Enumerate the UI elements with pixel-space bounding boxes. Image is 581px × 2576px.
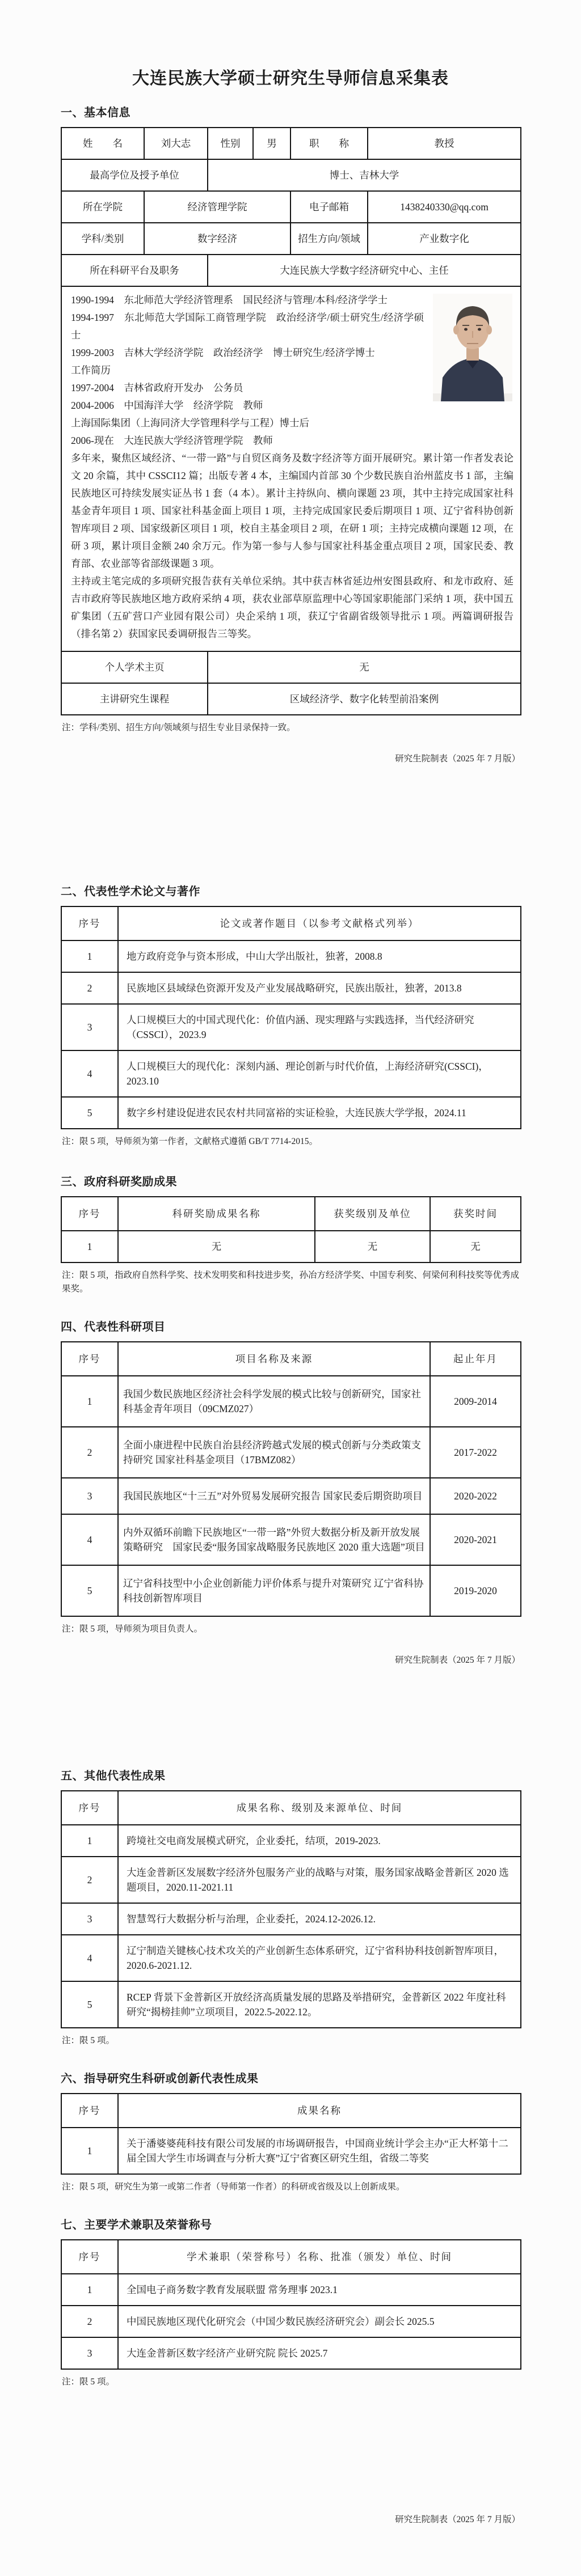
form-stamp: 研究生院制表（2025 年 7 月版） [395, 2515, 520, 2524]
row-period: 2017-2022 [430, 1427, 521, 1478]
section-note: 注：限 5 项，指政府自然科学奖、技术发明奖和科技进步奖，孙冶方经济学奖、中国专利奖、何梁何利科技奖等优秀成果奖。 [62, 1270, 520, 1294]
degree-label: 最高学位及授予单位 [61, 159, 208, 191]
papers-table [61, 906, 521, 1129]
row-name: 辽宁省科技型中小企业创新能力评价体系与提升对策研究 辽宁省科协科技创新智库项目 [118, 1565, 430, 1616]
table-row [61, 972, 521, 1004]
degree-value: 博士、吉林大学 [208, 159, 521, 191]
section-heading-others: 五、其他代表性成果 [61, 1770, 166, 1782]
resume-cell [61, 286, 521, 651]
resume-line: 1999-2003 吉林大学经济学院 政治经济学 博士研究生/经济学博士 [71, 347, 375, 358]
direction-value: 产业数字化 [368, 223, 521, 255]
row-title: 民族地区县域绿色资源开发及产业发展战略研究，民族出版社，独著，2013.8 [118, 972, 521, 1004]
section-heading-academic-titles: 七、主要学术兼职及荣誉称号 [61, 2219, 212, 2231]
table-row [61, 1231, 521, 1262]
table-row [61, 1981, 521, 2028]
section-note: 注：限 5 项，导师须为第一作者，文献格式遵循 GB/T 7714-2015。 [62, 1137, 318, 1146]
student-achievements-table [61, 2093, 521, 2175]
section-note: 注：限 5 项，研究生为第一或第二作者（导师第一作者）的科研或省级及以上创新成果。 [62, 2182, 405, 2192]
gender-value: 男 [253, 128, 290, 159]
college-label: 所在学院 [61, 191, 144, 223]
table-row [61, 1903, 521, 1935]
col-name: 项目名称及来源 [118, 1342, 430, 1376]
name-value: 刘大志 [144, 128, 208, 159]
col-no: 序号 [61, 906, 118, 940]
table-row [61, 223, 521, 255]
platform-label: 所在科研平台及职务 [61, 255, 208, 286]
table-row [61, 1004, 521, 1050]
table-row [61, 1565, 521, 1616]
row-name: 我国民族地区“十三五”对外贸易发展研究报告 国家民委后期资助项目 [118, 1478, 430, 1514]
table-row [61, 1427, 521, 1478]
row-no: 1 [61, 2274, 118, 2306]
row-name: 大连金普新区发展数字经济外包服务产业的战略与对策，服务国家战略金普新区 2020 选题项目，2020.11-2021.11 [118, 1857, 521, 1903]
row-name: 全面小康进程中民族自治县经济跨越式发展的模式创新与分类政策支持研究 国家社科基金项目（17BMZ082） [118, 1427, 430, 1478]
row-no: 1 [61, 1825, 118, 1857]
table-row [61, 1857, 521, 1903]
resume-line: 1994-1997 东北师范大学国际工商管理学院 政治经济学/硕士研究生/经济学硕士 [71, 312, 424, 341]
row-name: 我国少数民族地区经济社会科学发展的模式比较与创新研究，国家社科基金青年项目（09CMZ027） [118, 1376, 430, 1427]
table-row [61, 128, 521, 159]
table-row [61, 683, 521, 715]
resume-line: 1990-1994 东北师范大学经济管理系 国民经济与管理/本科/经济学学士 [71, 294, 388, 306]
col-no: 序号 [61, 1197, 118, 1231]
email-label: 电子邮箱 [290, 191, 368, 223]
row-time: 无 [430, 1231, 521, 1262]
col-name: 科研奖励成果名称 [118, 1197, 315, 1231]
row-name: 辽宁制造关键核心技术攻关的产业创新生态体系研究，辽宁省科协科技创新智库项目，2020.6-2021.12. [118, 1935, 521, 1981]
table-header-row [61, 1197, 521, 1231]
row-period: 2020-2022 [430, 1478, 521, 1514]
row-level: 无 [315, 1231, 430, 1262]
academic-titles-table [61, 2239, 521, 2370]
table-header-row [61, 2240, 521, 2274]
table-header-row [61, 1342, 521, 1376]
section-heading-basic-info: 一、基本信息 [61, 107, 130, 119]
row-no: 2 [61, 1427, 118, 1478]
row-no: 3 [61, 2337, 118, 2369]
table-row [61, 255, 521, 286]
row-name: 内外双循环前瞻下民族地区“一带一路”外贸大数据分析及新开放发展策略研究 国家民委“服务国家战略服务民族地区 2020 重大选题”项目 [118, 1514, 430, 1565]
courses-value: 区域经济学、数字化转型前沿案例 [208, 683, 521, 715]
table-row [61, 2274, 521, 2306]
row-period: 2020-2021 [430, 1514, 521, 1565]
col-level: 获奖级别及单位 [315, 1197, 430, 1231]
row-no: 5 [61, 1565, 118, 1616]
form-stamp: 研究生院制表（2025 年 7 月版） [395, 754, 520, 764]
homepage-label: 个人学术主页 [61, 651, 208, 683]
row-name: 智慧驾行大数据分析与治理，企业委托，2024.12-2026.12. [118, 1903, 521, 1935]
row-no: 3 [61, 1004, 118, 1050]
table-row [61, 651, 521, 683]
table-row [61, 1050, 521, 1097]
row-name: 跨境社交电商发展模式研究，企业委托，结项，2019-2023. [118, 1825, 521, 1857]
table-row [61, 1097, 521, 1129]
section-heading-projects: 四、代表性科研项目 [61, 1321, 166, 1333]
table-row [61, 191, 521, 223]
table-row [61, 1376, 521, 1427]
table-header-row [61, 1791, 521, 1825]
table-row [61, 940, 521, 972]
row-name: 中国民族地区现代化研究会（中国少数民族经济研究会）副会长 2025.5 [118, 2306, 521, 2337]
row-title: 人口规模巨大的中国式现代化：价值内涵、现实理路与实践选择，当代经济研究（CSSCI），2023.9 [118, 1004, 521, 1050]
title-value: 教授 [368, 128, 521, 159]
table-header-row [61, 2094, 521, 2128]
table-row [61, 1825, 521, 1857]
col-name: 成果名称、级别及来源单位、时间 [118, 1791, 521, 1825]
col-no: 序号 [61, 1791, 118, 1825]
resume-line: 上海国际集团（上海同济大学管理科学与工程）博士后 [71, 417, 309, 429]
row-title: 人口规模巨大的现代化：深刻内涵、理论创新与时代价值，上海经济研究(CSSCI)，2023.10 [118, 1050, 521, 1097]
section-note: 注：限 5 项，导师须为项目负责人。 [62, 1624, 203, 1634]
form-stamp: 研究生院制表（2025 年 7 月版） [395, 1655, 520, 1665]
name-label: 姓 名 [61, 128, 144, 159]
row-no: 5 [61, 1981, 118, 2028]
projects-table [61, 1341, 521, 1617]
row-no: 4 [61, 1514, 118, 1565]
supervisor-photo [433, 294, 512, 401]
table-row [61, 1935, 521, 1981]
awards-table [61, 1196, 521, 1263]
platform-value: 大连民族大学数字经济研究中心、主任 [208, 255, 521, 286]
title-label: 职 称 [290, 128, 368, 159]
resume-line: 2004-2006 中国海洋大学 经济学院 教师 [71, 400, 263, 411]
col-no: 序号 [61, 2240, 118, 2274]
direction-label: 招生方向/领域 [290, 223, 368, 255]
section-heading-student-achievements: 六、指导研究生科研或创新代表性成果 [61, 2073, 259, 2085]
row-name: 全国电子商务数字教育发展联盟 常务理事 2023.1 [118, 2274, 521, 2306]
section-note: 注：限 5 项。 [62, 2036, 115, 2045]
discipline-label: 学科/类别 [61, 223, 144, 255]
table-row [61, 2128, 521, 2174]
section-heading-papers: 二、代表性学术论文与著作 [61, 886, 200, 898]
row-no: 3 [61, 1478, 118, 1514]
col-time: 获奖时间 [430, 1197, 521, 1231]
row-no: 4 [61, 1935, 118, 1981]
col-name: 学术兼职（荣誉称号）名称、批准（颁发）单位、时间 [118, 2240, 521, 2274]
row-name: 大连金普新区数字经济产业研究院 院长 2025.7 [118, 2337, 521, 2369]
col-no: 序号 [61, 2094, 118, 2128]
row-no: 1 [61, 940, 118, 972]
row-period: 2019-2020 [430, 1565, 521, 1616]
row-name: 关于潘婆婆莼科技有限公司发展的市场调研报告，中国商业统计学会主办“正大杯第十二届全国大学生市场调查与分析大赛”辽宁省赛区研究生组，省级二等奖 [118, 2128, 521, 2174]
section-note: 注：限 5 项。 [62, 2377, 115, 2387]
resume-line: 工作简历 [71, 365, 111, 376]
table-header-row [61, 906, 521, 940]
row-name: 无 [118, 1231, 315, 1262]
col-no: 序号 [61, 1342, 118, 1376]
college-value: 经济管理学院 [144, 191, 290, 223]
row-title: 地方政府竞争与资本形成，中山大学出版社，独著，2008.8 [118, 940, 521, 972]
col-period: 起止年月 [430, 1342, 521, 1376]
table-row [61, 159, 521, 191]
row-no: 2 [61, 1857, 118, 1903]
section-heading-awards: 三、政府科研奖励成果 [61, 1176, 177, 1188]
email-value: 1438240330@qq.com [368, 191, 521, 223]
row-no: 2 [61, 972, 118, 1004]
col-name: 成果名称 [118, 2094, 521, 2128]
row-no: 4 [61, 1050, 118, 1097]
courses-label: 主讲研究生课程 [61, 683, 208, 715]
resume-line: 2006-现在 大连民族大学经济管理学院 教师 [71, 435, 273, 446]
col-title: 论文或著作题目（以参考文献格式列举） [118, 906, 521, 940]
page-title: 大连民族大学硕士研究生导师信息采集表 [132, 69, 449, 88]
table-row [61, 286, 521, 651]
row-no: 1 [61, 1231, 118, 1262]
basic-info-table [61, 127, 521, 715]
table-row [61, 2306, 521, 2337]
homepage-value: 无 [208, 651, 521, 683]
gender-label: 性别 [208, 128, 253, 159]
row-no: 1 [61, 1376, 118, 1427]
row-period: 2009-2014 [430, 1376, 521, 1427]
row-no: 2 [61, 2306, 118, 2337]
table-row [61, 1514, 521, 1565]
table-row [61, 2337, 521, 2369]
row-title: 数字乡村建设促进农民农村共同富裕的实证检验，大连民族大学学报，2024.11 [118, 1097, 521, 1129]
resume-paragraph: 主持或主笔完成的多项研究报告获有关单位采纳。其中获吉林省延边州安图县政府、和龙市政府、延吉市政府等民族地区地方政府采纳 4 项，获农业部草原监理中心等国家职能部门采纳 1 项，获中国五矿集团（五矿营口产业园有限公司）央企采纳 1 项，获辽宁省副省级领导批示 1 项。两篇调研报告（排名第 2）获国家民委调研报告三等奖。 [71, 575, 513, 639]
discipline-value: 数字经济 [144, 223, 290, 255]
others-table [61, 1790, 521, 2028]
section-note: 注：学科/类别、招生方向/领域须与招生专业目录保持一致。 [62, 723, 296, 732]
table-row [61, 1478, 521, 1514]
row-no: 3 [61, 1903, 118, 1935]
row-no: 1 [61, 2128, 118, 2174]
resume-line: 1997-2004 吉林省政府开发办 公务员 [71, 382, 243, 393]
row-name: RCEP 背景下金普新区开放经济高质量发展的思路及举措研究，金普新区 2022 年度社科研究“揭榜挂帅”立项项目，2022.5-2022.12。 [118, 1981, 521, 2028]
resume-paragraph: 多年来，聚焦区域经济、“一带一路”与自贸区商务及数字经济等方面开展研究。累计第一作者发表论文 20 余篇，其中 CSSCI12 篇；出版专著 4 本，主编国内首部 30 个少数民族自治州蓝皮书 1 部，主编民族地区可持续发展实证丛书 1 套（4 本）。累计主持纵向、横向课题 23 项，其中主持完成国家社科基金青年项目 1 项、国家社科基金面上项目 1 项，主持完成国家民委后期项目 1 项、辽宁省科协创新智库项目 2 项、国家级新区项目 1 项，校自主基金项目 2 项，在研 1 项；主持完成横向课题 12 项，在研 3 项，累计项目金额 240 余万元。作为第一参与人参与国家社科基金重点项目 2 项，国家民委、教育部、农业部等省部级课题 3 项。 [71, 452, 513, 569]
row-no: 5 [61, 1097, 118, 1129]
